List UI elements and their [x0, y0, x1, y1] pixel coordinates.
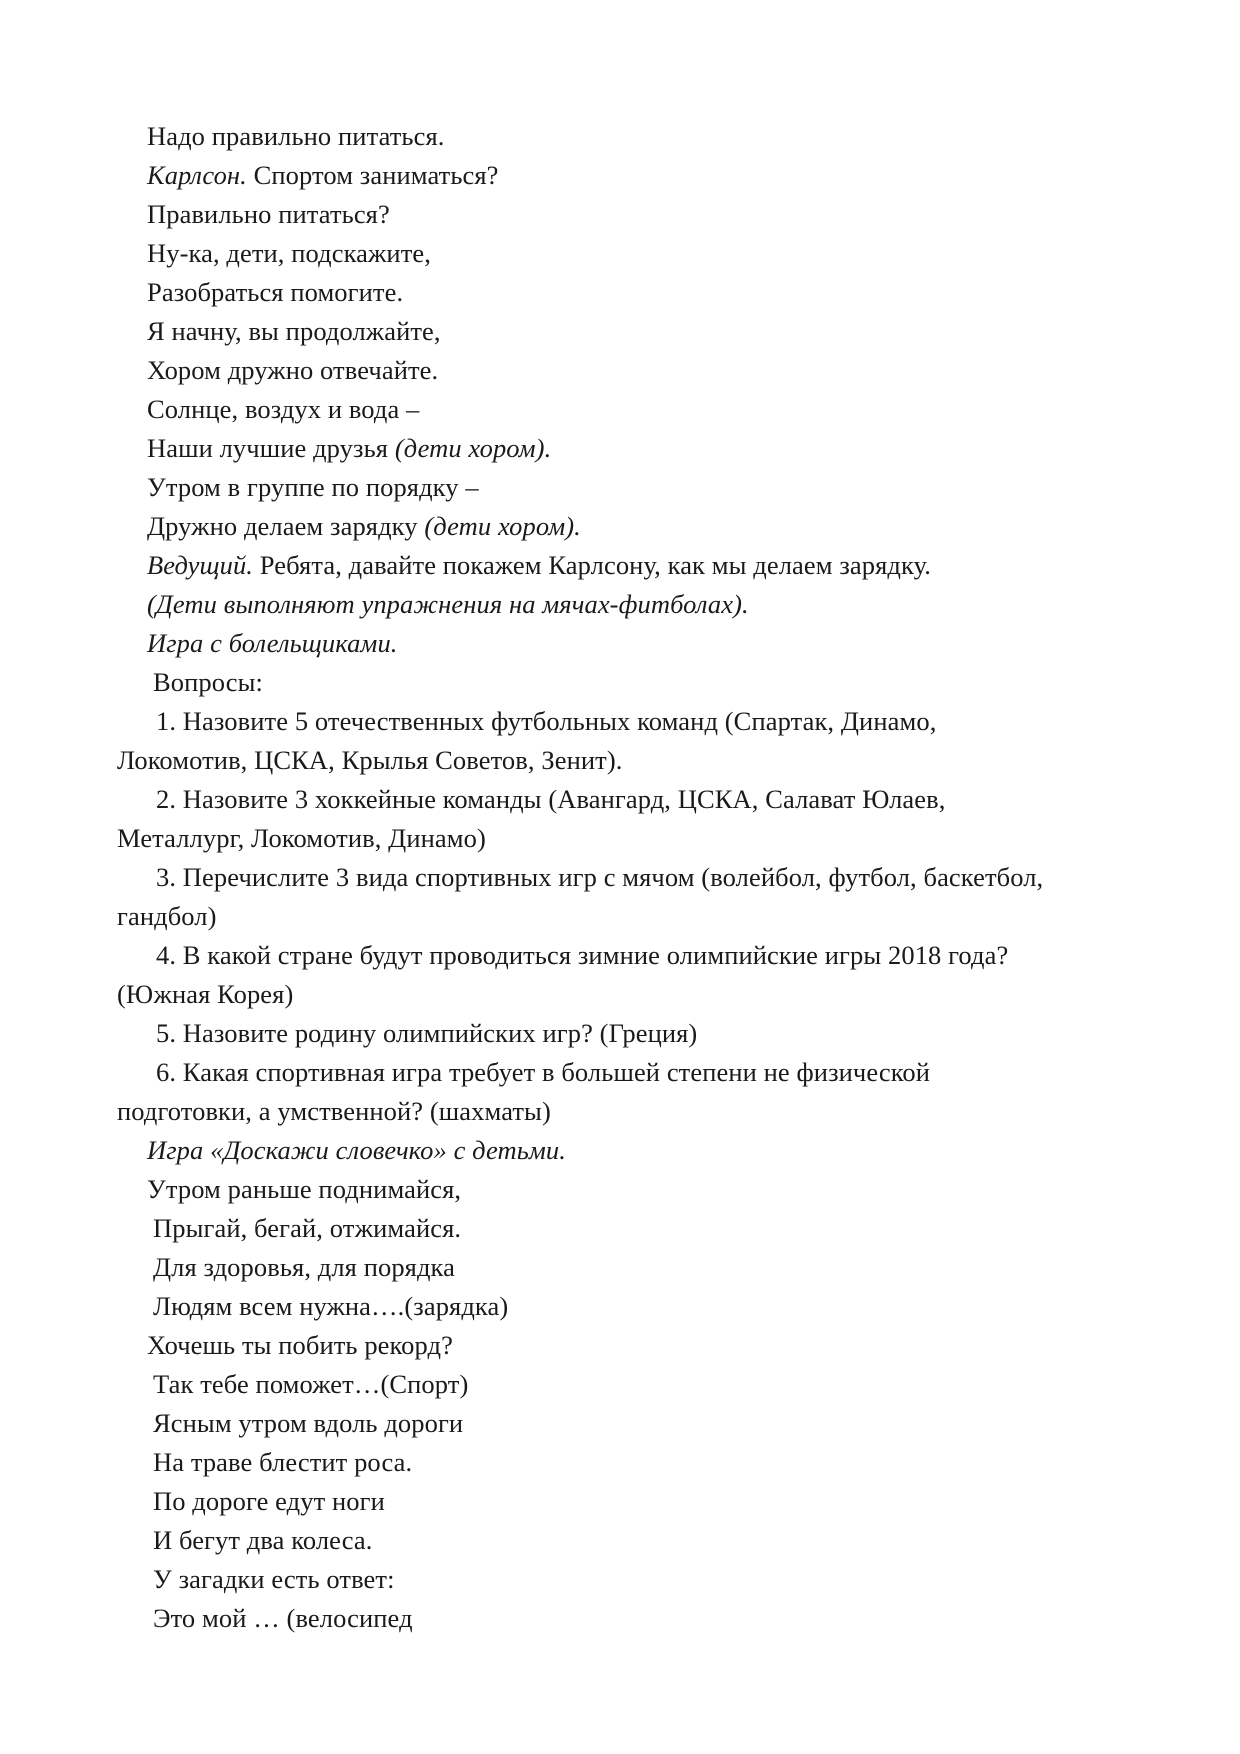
question-line: (Южная Корея): [117, 979, 294, 1009]
poem-line: У загадки есть ответ:: [153, 1564, 395, 1594]
poem-line: Ясным утром вдоль дороги: [153, 1408, 464, 1438]
stage-direction: (Дети выполняют упражнения на мячах-фитболах).: [147, 589, 749, 619]
line-text: Дружно делаем зарядку: [147, 511, 418, 541]
question-line: 4. В какой стране будут проводиться зимние олимпийские игры 2018 года?: [156, 940, 1009, 970]
text-line: Разобраться помогите.: [147, 277, 404, 307]
poem-line: Хочешь ты побить рекорд?: [147, 1330, 453, 1360]
poem-line: На траве блестит роса.: [153, 1447, 413, 1477]
text-line: [147, 547, 931, 583]
poem-line: Так тебе поможет…(Спорт): [153, 1369, 469, 1399]
poem-line: Для здоровья, для порядка: [153, 1252, 455, 1282]
section-heading: Игра с болельщиками.: [147, 628, 398, 658]
speaker-name: Карлсон.: [147, 160, 247, 190]
text-line: Утром в группе по порядку –: [147, 472, 479, 502]
question-line: подготовки, а умственной? (шахматы): [117, 1096, 551, 1126]
section-heading: Игра «Доскажи словечко» с детьми.: [147, 1135, 567, 1165]
question-line: Локомотив, ЦСКА, Крылья Советов, Зенит).: [117, 745, 623, 775]
stage-direction: (дети хором).: [394, 433, 552, 463]
poem-line: Прыгай, бегай, отжимайся.: [153, 1213, 462, 1243]
speaker-name: Ведущий.: [147, 550, 254, 580]
text-line: Я начну, вы продолжайте,: [147, 316, 441, 346]
line-text: Наши лучшие друзья: [147, 433, 389, 463]
question-line: 5. Назовите родину олимпийских игр? (Греция): [156, 1018, 698, 1048]
question-line: 1. Назовите 5 отечественных футбольных команд (Спартак, Динамо,: [156, 706, 937, 736]
question-line: гандбол): [117, 901, 217, 931]
text-line: Вопросы:: [153, 667, 263, 697]
stage-direction: (дети хором).: [424, 511, 581, 541]
poem-line: Утром раньше поднимайся,: [147, 1174, 462, 1204]
line-text: Ребята, давайте покажем Карлсону, как мы делаем зарядку.: [259, 550, 932, 580]
text-line: Ну-ка, дети, подскажите,: [147, 238, 431, 268]
question-line: 3. Перечислите 3 вида спортивных игр с мячом (волейбол, футбол, баскетбол,: [156, 862, 1044, 892]
line-text: Спортом заниматься?: [253, 160, 499, 190]
question-line: 2. Назовите 3 хоккейные команды (Авангард, ЦСКА, Салават Юлаев,: [156, 784, 946, 814]
text-line: Надо правильно питаться.: [147, 121, 445, 151]
poem-line: Это мой … (велосипед: [153, 1603, 413, 1633]
question-line: Металлург, Локомотив, Динамо): [117, 823, 486, 853]
text-line: [147, 508, 581, 544]
poem-line: И бегут два колеса.: [153, 1525, 373, 1555]
text-line: Хором дружно отвечайте.: [147, 355, 439, 385]
text-line: [147, 157, 499, 193]
question-line: 6. Какая спортивная игра требует в большей степени не физической: [156, 1057, 930, 1087]
text-line: Правильно питаться?: [147, 199, 390, 229]
text-line: [147, 430, 551, 466]
text-line: Солнце, воздух и вода –: [147, 394, 420, 424]
poem-line: По дороге едут ноги: [153, 1486, 385, 1516]
poem-line: Людям всем нужна….(зарядка): [153, 1291, 509, 1321]
